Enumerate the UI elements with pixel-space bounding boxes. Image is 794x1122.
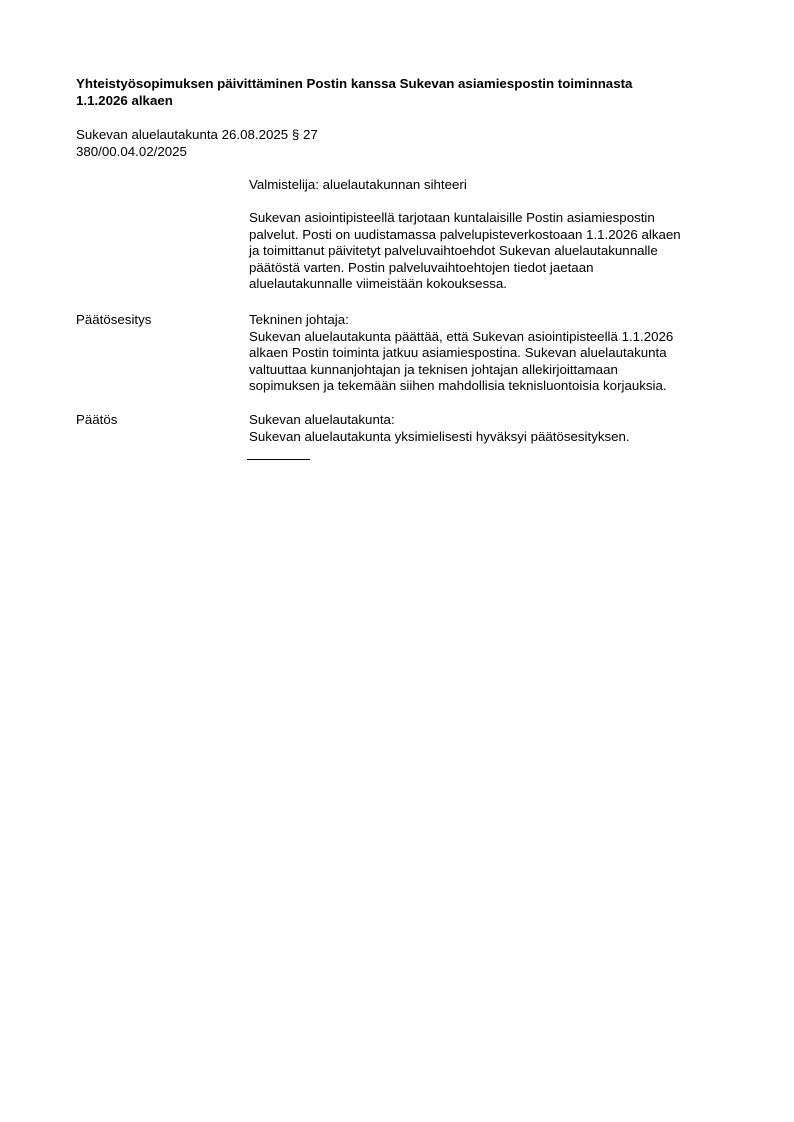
preparer-text: Valmistelija: aluelautakunnan sihteeri — [249, 177, 467, 192]
decision-line: Sukevan aluelautakunta: — [249, 412, 395, 427]
paragraph-line: ja toimittanut päivitetyt palveluvaihtoehdot Sukevan aluelautakunnalle — [249, 243, 658, 259]
title-line-2: 1.1.2026 alkaen — [76, 93, 173, 108]
title-line-1: Yhteistyösopimuksen päivittäminen Postin kanssa Sukevan asiamiespostin toiminnasta — [76, 76, 633, 91]
preparer — [249, 177, 739, 194]
paragraph-line: aluelautakunnalle viimeistään kokouksessa. — [249, 276, 507, 292]
background-paragraph — [249, 210, 739, 293]
paragraph-line: palvelut. Posti on uudistamassa palvelupisteverkostoaan 1.1.2026 alkaen — [249, 226, 681, 242]
proposal-line: valtuuttaa kunnanjohtajan ja teknisen johtajan allekirjoittamaan — [249, 361, 618, 377]
decision-line: Sukevan aluelautakunta yksimielisesti hyväksyi päätösesityksen. — [249, 428, 630, 444]
paragraph-line: päätöstä varten. Postin palveluvaihtoehtojen tiedot jaetaan — [249, 259, 594, 275]
meeting-reference: Sukevan aluelautakunta 26.08.2025 § 27 — [76, 127, 318, 142]
end-divider — [247, 459, 310, 460]
paragraph-line: Sukevan asiointipisteellä tarjotaan kuntalaisille Postin asiamiespostin — [249, 210, 655, 225]
decision-text — [249, 412, 739, 445]
proposal-line: Sukevan aluelautakunta päättää, että Sukevan asiointipisteellä 1.1.2026 — [249, 328, 674, 344]
decision-label: Päätös — [76, 412, 118, 427]
proposal-text — [249, 312, 739, 395]
proposal-line: sopimuksen ja tekemään siihen mahdollisia teknisluontoisia korjauksia. — [249, 378, 667, 394]
proposal-line: alkaen Postin toiminta jatkuu asiamiespostina. Sukevan aluelautakunta — [249, 345, 667, 361]
document-title — [76, 75, 736, 109]
proposal-line: Tekninen johtaja: — [249, 312, 349, 327]
record-number: 380/00.04.02/2025 — [76, 143, 187, 159]
proposal-label: Päätösesitys — [76, 312, 152, 327]
meeting-info — [76, 127, 318, 160]
